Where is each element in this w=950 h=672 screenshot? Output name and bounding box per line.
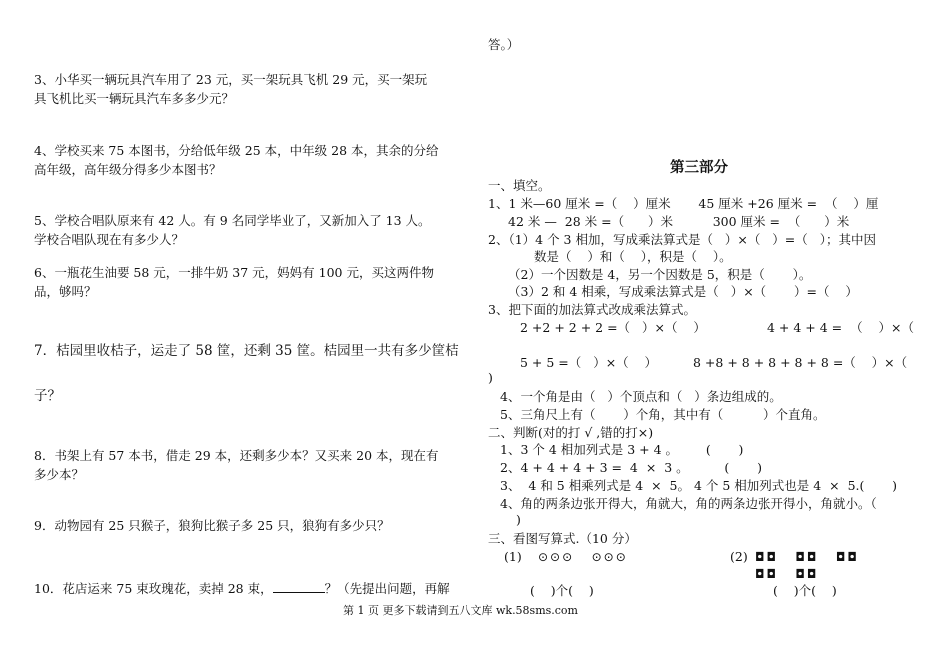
question-8-line-1: 8．书架上有 57 本书，借走 29 本，还剩多少本？又买来 20 本，现在有 [34, 448, 439, 463]
fill-3-expr-d: 8 +8 + 8 + 8 + 8 + 8 =（ ）×（ [693, 355, 908, 370]
judge-4-line-1: 4、角的两条边张开得大，角就大，角的两条边张开得小，角就小。（ [500, 496, 877, 511]
question-6-line-2: 品，够吗？ [34, 284, 97, 299]
question-10-blank [273, 580, 325, 593]
question-4-line-1: 4、学校买来 75 本图书，分给低年级 25 本，中年级 28 本，其余的分给 [34, 143, 439, 158]
section-3-heading: 三、看图写算式.（10 分） [488, 531, 637, 546]
fill-4: 4、一个角是由（ ）个顶点和（ ）条边组成的。 [500, 389, 782, 404]
square-icon-group-row-2: ◘◘ ◘◘ [755, 567, 819, 581]
judge-1: 1、3 个 4 相加列式是 3 + 4 。 ( ) [500, 442, 744, 457]
judge-3: 3、 4 和 5 相乘列式是 4 × 5。 4 个 5 相加列式也是 4 × 5.( ) [500, 478, 898, 493]
picture-1-label: (1) [504, 549, 522, 564]
fill-3-expr-d-end: ) [488, 370, 493, 385]
section-2-heading: 二、判断(对的打 √ ,错的打×) [488, 425, 654, 440]
fill-5: 5、三角尺上有（ ）个角，其中有（ ）个直角。 [500, 407, 826, 422]
fill-2-line-3: （2）一个因数是 4，另一个因数是 5，积是（ ）。 [508, 267, 812, 282]
question-10-text: 10．花店运来 75 束玫瑰花，卖掉 28 束， [34, 581, 273, 596]
section-1-heading: 一、填空。 [488, 178, 551, 193]
question-5-line-2: 学校合唱队现在有多少人？ [34, 232, 185, 247]
question-9: 9．动物园有 25 只猴子，狼狗比猴子多 25 只，狼狗有多少只？ [34, 518, 390, 533]
question-10-continuation: 答。） [488, 37, 520, 52]
fill-2-line-4: （3）2 和 4 相乘，写成乘法算式是（ ）×（ ）=（ ） [508, 284, 858, 299]
question-5-line-1: 5、学校合唱队原来有 42 人。有 9 名同学毕业了，又新加入了 13 人。 [34, 213, 431, 228]
square-icon-group-row-1: ◘◘ ◘◘ ◘◘ [755, 550, 859, 564]
picture-1-answer: ( )个( ) [530, 583, 594, 598]
question-10 [34, 580, 450, 597]
fill-3-expr-c: 5 + 5 =（ ）×（ ） [520, 355, 658, 370]
page-footer: 第 1 页 更多下载请到五八文库 wk.58sms.com [343, 604, 578, 617]
question-7-line-2: 子？ [34, 388, 61, 404]
question-8-line-2: 多少本？ [34, 467, 85, 482]
fill-2-line-2: 数是（ ）和（ ），积是（ ）。 [534, 249, 732, 264]
section-title: 第三部分 [670, 159, 728, 176]
judge-2: 2、4 + 4 + 4 + 3 = 4 × 3 。 ( ) [500, 460, 762, 475]
circle-icon-group: ⊙⊙⊙ ⊙⊙⊙ [538, 550, 628, 564]
fill-2-line-1: 2、（1）4 个 3 相加，写成乘法算式是（ ）×（ ）=（ ）；其中因 [488, 232, 876, 247]
fill-1-line-2: 42 米 — 28 米 =（ ）米 300 厘米 = （ ）米 [508, 214, 850, 229]
judge-4-line-2: ) [516, 512, 521, 527]
question-7-line-1: 7．桔园里收桔子，运走了 58 筐，还剩 35 筐。桔园里一共有多少筐桔 [34, 343, 459, 359]
question-4-line-2: 高年级，高年级分得多少本图书？ [34, 162, 222, 177]
picture-2-answer: ( )个( ) [773, 583, 837, 598]
question-10-text-end: ？（先提出问题，再解 [324, 581, 450, 596]
fill-1-line-1: 1、1 米—60 厘米 =（ ）厘米 45 厘米 +26 厘米 = （ ）厘 [488, 196, 879, 211]
fill-3-expr-b: 4 + 4 + 4 = （ ）×（ [767, 320, 914, 335]
fill-3-heading: 3、把下面的加法算式改成乘法算式。 [488, 302, 696, 317]
question-6-line-1: 6、一瓶花生油要 58 元，一排牛奶 37 元，妈妈有 100 元，买这两件物 [34, 265, 434, 280]
question-3-line-2: 具飞机比买一辆玩具汽车多多少元？ [34, 91, 235, 106]
picture-2-label: (2) [730, 549, 748, 564]
question-3-line-1: 3、小华买一辆玩具汽车用了 23 元，买一架玩具飞机 29 元，买一架玩 [34, 72, 428, 87]
fill-3-expr-a: 2 +2 + 2 + 2 =（ ）×（ ） [520, 320, 706, 335]
